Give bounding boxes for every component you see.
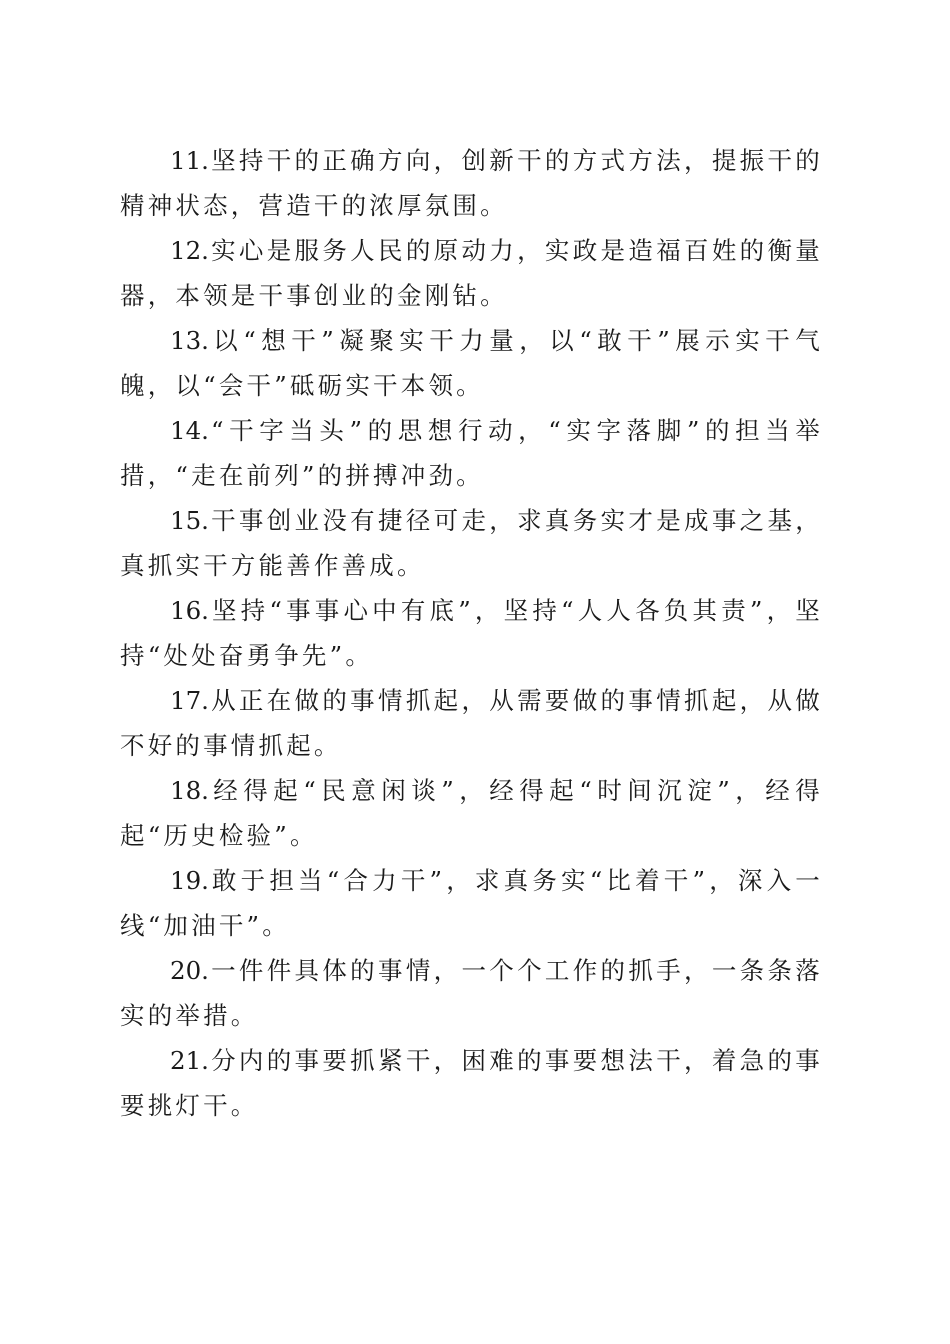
- item-number: 12.: [170, 236, 209, 265]
- item-number: 16.: [170, 596, 209, 625]
- list-item: [120, 858, 823, 948]
- item-number: 14.: [170, 416, 209, 445]
- list-item: [120, 318, 823, 408]
- item-text: “干字当头”的思想行动，“实字落脚”的担当举措，“走在前列”的拼搏冲劲。: [120, 416, 823, 490]
- item-text: 经得起“民意闲谈”，经得起“时间沉淀”，经得起“历史检验”。: [120, 776, 823, 850]
- item-number: 17.: [170, 686, 209, 715]
- list-item: [120, 498, 823, 588]
- item-number: 20.: [170, 956, 209, 985]
- item-text: 坚持“事事心中有底”，坚持“人人各负其责”，坚持“处处奋勇争先”。: [120, 596, 823, 670]
- list-item: [120, 408, 823, 498]
- item-number: 13.: [170, 326, 209, 355]
- item-text: 从正在做的事情抓起，从需要做的事情抓起，从做不好的事情抓起。: [120, 686, 823, 760]
- list-item: [120, 588, 823, 678]
- list-item: [120, 1038, 823, 1128]
- item-number: 15.: [170, 506, 209, 535]
- item-text: 敢于担当“合力干”，求真务实“比着干”，深入一线“加油干”。: [120, 866, 823, 940]
- list-item: [120, 138, 823, 228]
- item-number: 19.: [170, 866, 209, 895]
- item-number: 18.: [170, 776, 209, 805]
- list-item: [120, 948, 823, 1038]
- list-item: [120, 678, 823, 768]
- item-number: 21.: [170, 1046, 209, 1075]
- item-text: 坚持干的正确方向，创新干的方式方法，提振干的精神状态，营造干的浓厚氛围。: [120, 146, 823, 220]
- document-body: [120, 138, 823, 1128]
- item-number: 11.: [170, 146, 209, 175]
- item-text: 干事创业没有捷径可走，求真务实才是成事之基，真抓实干方能善作善成。: [120, 506, 823, 580]
- item-text: 分内的事要抓紧干，困难的事要想法干，着急的事要挑灯干。: [120, 1046, 823, 1120]
- item-text: 实心是服务人民的原动力，实政是造福百姓的衡量器，本领是干事创业的金刚钻。: [120, 236, 823, 310]
- list-item: [120, 228, 823, 318]
- list-item: [120, 768, 823, 858]
- item-text: 一件件具体的事情，一个个工作的抓手，一条条落实的举措。: [120, 956, 823, 1030]
- item-text: 以“想干”凝聚实干力量，以“敢干”展示实干气魄，以“会干”砥砺实干本领。: [120, 326, 823, 400]
